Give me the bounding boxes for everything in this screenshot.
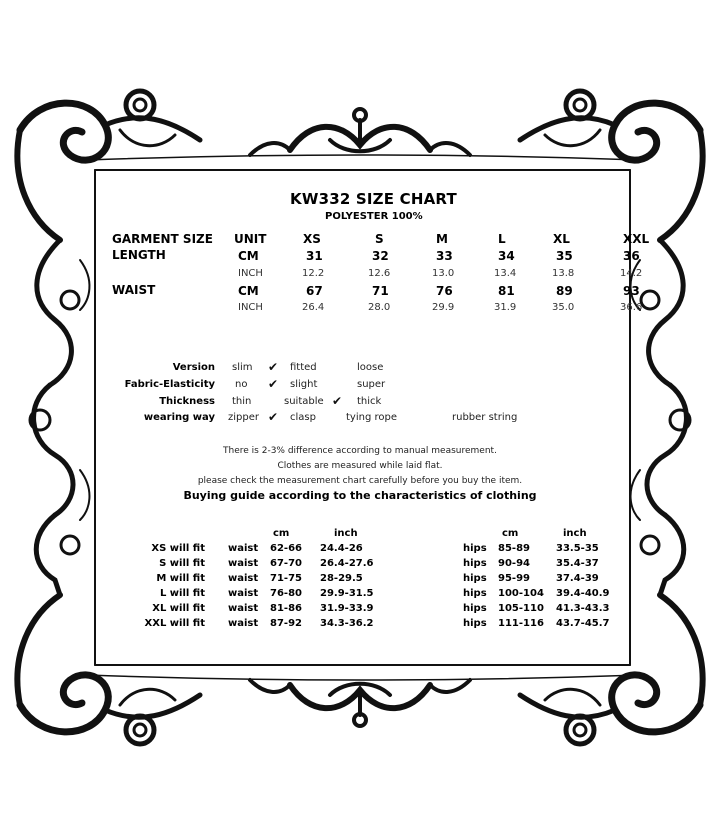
guide-size-label: S will fit [159,558,205,569]
value-cell: 32 [372,249,389,263]
row-unit-inch: INCH [238,302,263,313]
value-cell: 36 [623,249,640,263]
value-cell: 76 [436,284,453,298]
header-size-xl: XL [553,232,570,246]
check-icon: ✔ [268,410,279,424]
guide-waist-inch: 34.3-36.2 [320,618,374,629]
row-unit-cm: CM [238,284,259,298]
value-cell: 12.6 [368,268,391,279]
guide-col-cm: cm [502,528,519,539]
guide-waist-inch: 24.4-26 [320,543,363,554]
value-cell: 29.9 [432,302,455,313]
guide-size-label: XL will fit [152,603,205,614]
guide-hips-label: hips [463,603,487,614]
option-loose: loose [357,362,384,373]
option-thin: thin [232,396,252,407]
value-cell: 71 [372,284,389,298]
check-icon: ✔ [268,360,279,374]
header-size-s: S [375,232,384,246]
value-cell: 31.9 [494,302,517,313]
guide-hips-inch: 43.7-45.7 [556,618,610,629]
label-thickness: Thickness [159,396,215,407]
guide-waist-cm: 62-66 [270,543,302,554]
value-cell: 13.8 [552,268,575,279]
value-cell: 28.0 [368,302,391,313]
guide-hips-inch: 35.4-37 [556,558,599,569]
guide-hips-cm: 95-99 [498,573,530,584]
guide-waist-label: waist [228,543,259,554]
option-super: super [357,379,386,390]
value-cell: 26.4 [302,302,325,313]
guide-waist-label: waist [228,618,259,629]
value-cell: 12.2 [302,268,325,279]
option-zipper: zipper [228,412,259,423]
row-label-length: LENGTH [112,248,166,262]
option-rubber-string: rubber string [452,412,518,423]
guide-hips-cm: 85-89 [498,543,530,554]
guide-size-label: M will fit [156,573,205,584]
header-size-xs: XS [303,232,321,246]
value-cell: 14.2 [620,268,643,279]
label-wearing-way: wearing way [143,412,215,423]
material-subtitle: POLYESTER 100% [325,211,423,222]
guide-waist-label: waist [228,603,259,614]
guide-hips-cm: 90-94 [498,558,530,569]
guide-waist-cm: 71-75 [270,573,302,584]
value-cell: 34 [498,249,515,263]
option-no: no [235,379,248,390]
guide-waist-label: waist [228,558,259,569]
guide-hips-inch: 41.3-43.3 [556,603,610,614]
header-size-xxl: XXL [623,232,650,246]
guide-hips-cm: 105-110 [498,603,544,614]
value-cell: 35.0 [552,302,575,313]
guide-waist-label: waist [228,588,259,599]
option-suitable: suitable [284,396,324,407]
guide-hips-inch: 37.4-39 [556,573,599,584]
guide-waist-inch: 29.9-31.5 [320,588,374,599]
label-version: Version [172,362,215,373]
check-icon: ✔ [268,377,279,391]
row-label-waist: WAIST [112,283,156,297]
guide-hips-label: hips [463,558,487,569]
guide-size-label: XS will fit [151,543,205,554]
check-icon: ✔ [332,394,343,408]
row-unit-cm: CM [238,249,259,263]
value-cell: 31 [306,249,323,263]
value-cell: 13.0 [432,268,455,279]
buying-guide-title: Buying guide according to the characteristics of clothing [183,489,537,502]
chart-title: KW332 SIZE CHART [290,190,457,208]
guide-waist-cm: 67-70 [270,558,302,569]
option-tying-rope: tying rope [346,412,397,423]
header-size-l: L [498,232,506,246]
guide-hips-label: hips [463,588,487,599]
value-cell: 89 [556,284,573,298]
guide-col-inch: inch [563,528,587,539]
option-clasp: clasp [290,412,316,423]
guide-hips-cm: 111-116 [498,618,544,629]
value-cell: 67 [306,284,323,298]
note-check-chart: please check the measurement chart carefully before you buy the item. [197,476,523,486]
header-size-m: M [436,232,448,246]
guide-hips-inch: 33.5-35 [556,543,599,554]
option-fitted: fitted [290,362,317,373]
option-thick: thick [357,396,382,407]
guide-hips-cm: 100-104 [498,588,544,599]
option-slim: slim [232,362,253,373]
note-laid-flat: Clothes are measured while laid flat. [277,461,443,471]
header-garment-size: GARMENT SIZE [112,232,213,246]
row-unit-inch: INCH [238,268,263,279]
guide-hips-inch: 39.4-40.9 [556,588,610,599]
guide-hips-label: hips [463,573,487,584]
value-cell: 13.4 [494,268,517,279]
guide-col-cm: cm [273,528,290,539]
guide-waist-cm: 87-92 [270,618,302,629]
guide-size-label: XXL will fit [144,618,205,629]
value-cell: 81 [498,284,515,298]
value-cell: 33 [436,249,453,263]
guide-waist-label: waist [228,573,259,584]
guide-waist-cm: 81-86 [270,603,302,614]
value-cell: 36.6 [620,302,643,313]
guide-waist-inch: 28-29.5 [320,573,363,584]
header-unit: UNIT [234,232,267,246]
guide-col-inch: inch [334,528,358,539]
guide-waist-inch: 31.9-33.9 [320,603,374,614]
guide-hips-label: hips [463,618,487,629]
value-cell: 93 [623,284,640,298]
option-slight: slight [290,379,318,390]
guide-waist-inch: 26.4-27.6 [320,558,374,569]
value-cell: 35 [556,249,573,263]
guide-hips-label: hips [463,543,487,554]
note-difference: There is 2-3% difference according to manual measurement. [223,446,497,456]
guide-size-label: L will fit [159,588,205,599]
label-fabric-elasticity: Fabric-Elasticity [124,379,215,390]
guide-waist-cm: 76-80 [270,588,302,599]
